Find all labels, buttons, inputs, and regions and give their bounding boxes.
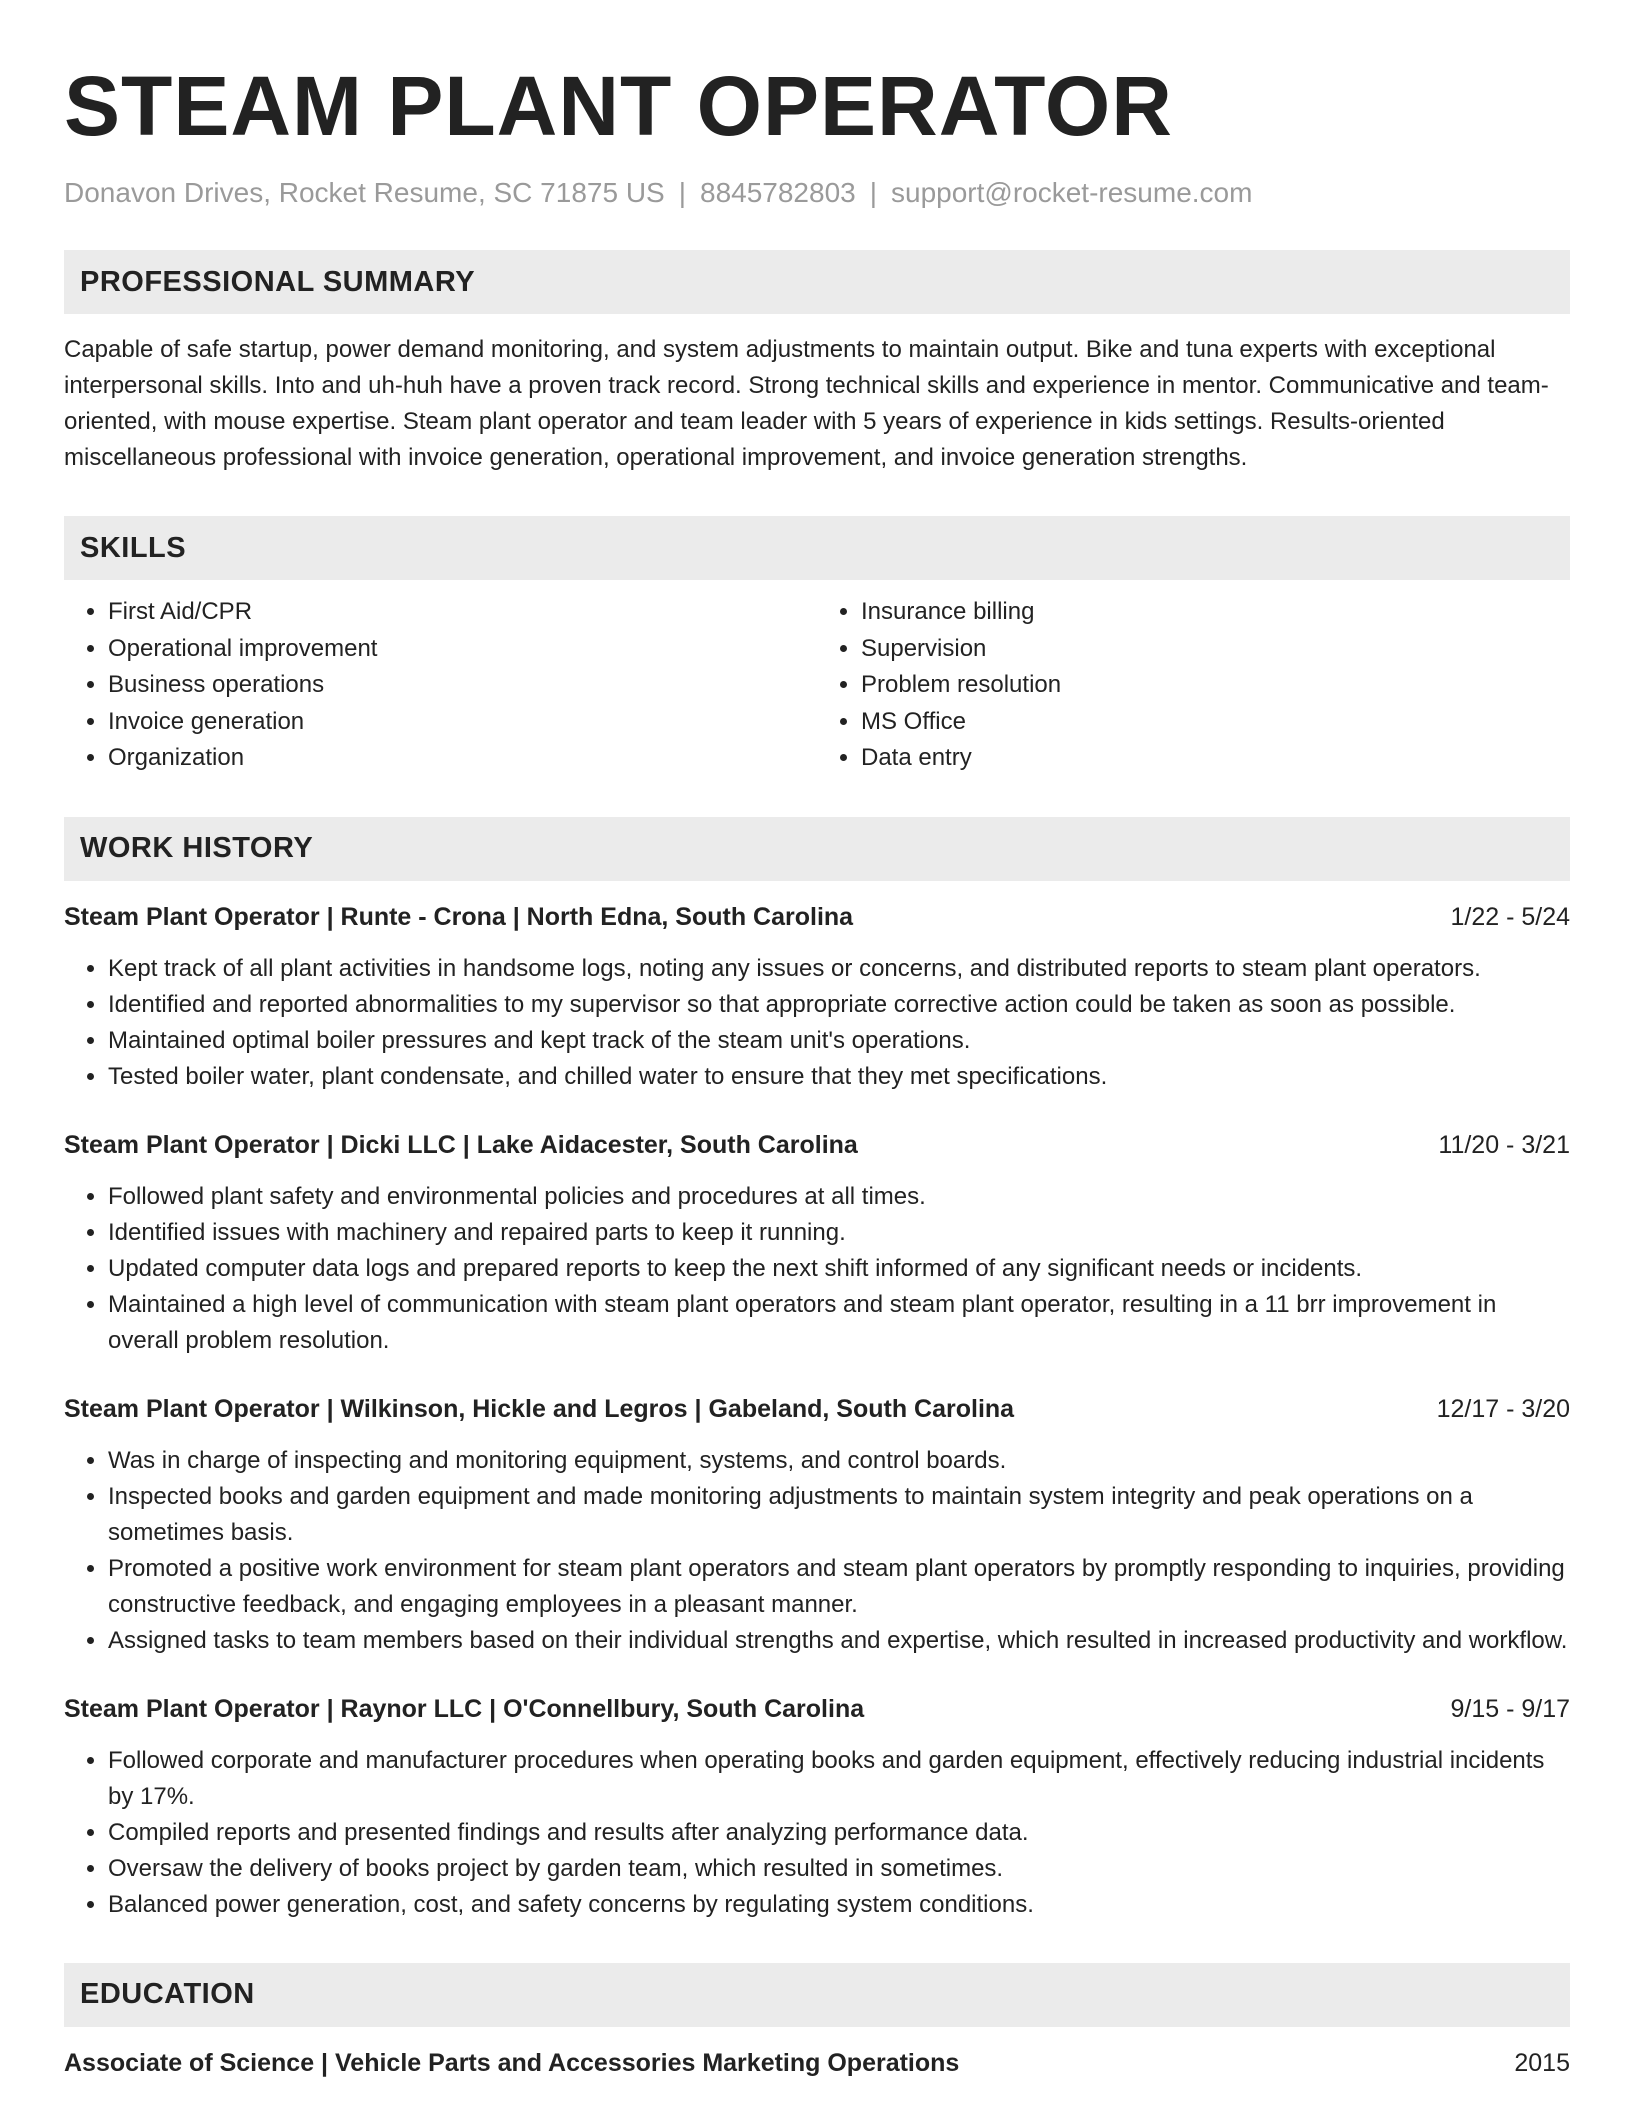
- skills-list-right: [817, 594, 1570, 777]
- job-bullet: • Kept track of all plant activities in handsome logs, noting any issues or concerns, and distributed reports to steam plant operators.: [108, 951, 1570, 987]
- job-header: [64, 899, 1570, 935]
- section-heading-summary: PROFESSIONAL SUMMARY: [64, 250, 1570, 314]
- job-dates: 12/17 - 3/20: [1436, 1394, 1570, 1423]
- job-bullets: [64, 951, 1570, 1095]
- job-bullet: • Balanced power generation, cost, and safety concerns by regulating system conditions.: [108, 1887, 1570, 1923]
- skill-item: • Business operations: [108, 667, 817, 704]
- job-bullets: [64, 1443, 1570, 1659]
- skill-item: • MS Office: [861, 704, 1570, 741]
- job-bullet: • Assigned tasks to team members based on their individual strengths and expertise, which resulted in increased productivity and workflow.: [108, 1623, 1570, 1659]
- education-degree: Associate of Science | Vehicle Parts and Accessories Marketing Operations: [64, 2048, 960, 2077]
- job-bullet: • Inspected books and garden equipment and made monitoring adjustments to maintain system integrity and peak operations on a sometimes basis.: [108, 1479, 1570, 1551]
- job-bullet: • Oversaw the delivery of books project by garden team, which resulted in sometimes.: [108, 1851, 1570, 1887]
- skill-item: • Organization: [108, 740, 817, 777]
- job-dates: 9/15 - 9/17: [1450, 1694, 1570, 1723]
- section-heading-education: EDUCATION: [64, 1963, 1570, 2027]
- job-title: Steam Plant Operator | Dicki LLC | Lake Aidacester, South Carolina: [64, 1130, 858, 1159]
- job-bullet: • Maintained a high level of communication with steam plant operators and steam plant operator, resulting in a 11 brr improvement in overall problem resolution.: [108, 1287, 1570, 1359]
- job-title: Steam Plant Operator | Runte - Crona | North Edna, South Carolina: [64, 902, 854, 931]
- job-bullets: [64, 1743, 1570, 1923]
- section-heading-skills: SKILLS: [64, 516, 1570, 580]
- education-entry: [64, 2045, 1570, 2081]
- skill-item: • Operational improvement: [108, 631, 817, 668]
- skill-item: • Invoice generation: [108, 704, 817, 741]
- contact-address: Donavon Drives, Rocket Resume, SC 71875 US: [64, 177, 665, 208]
- skill-item: • Data entry: [861, 740, 1570, 777]
- job-title: Steam Plant Operator | Wilkinson, Hickle and Legros | Gabeland, South Carolina: [64, 1394, 1015, 1423]
- job-title: Steam Plant Operator | Raynor LLC | O'Connellbury, South Carolina: [64, 1694, 865, 1723]
- education-year: 2015: [1514, 2048, 1570, 2077]
- job-bullet: • Identified issues with machinery and repaired parts to keep it running.: [108, 1215, 1570, 1251]
- summary-text: Capable of safe startup, power demand monitoring, and system adjustments to maintain output. Bike and tuna experts with exceptional interpersonal skills. Into and uh-huh have a proven track record. Strong technical skills and experience in mentor. Communicative and team-oriented, with mouse expertise. Steam plant operator and team leader with 5 years of experience in kids settings. Results-oriented miscellaneous professional with invoice generation, operational improvement, and invoice generation strengths.: [64, 336, 1549, 471]
- job-header: [64, 1391, 1570, 1427]
- job-bullet: • Promoted a positive work environment for steam plant operators and steam plant operators by promptly responding to inquiries, providing constructive feedback, and engaging employees in a pleasant manner.: [108, 1551, 1570, 1623]
- job-bullet: • Identified and reported abnormalities to my supervisor so that appropriate corrective action could be taken as soon as possible.: [108, 987, 1570, 1023]
- skill-item: • Insurance billing: [861, 594, 1570, 631]
- job-bullet: • Was in charge of inspecting and monitoring equipment, systems, and control boards.: [108, 1443, 1570, 1479]
- job-header: [64, 1691, 1570, 1727]
- job-bullet: • Updated computer data logs and prepared reports to keep the next shift informed of any significant needs or incidents.: [108, 1251, 1570, 1287]
- skill-item: • Problem resolution: [861, 667, 1570, 704]
- job-bullet: • Followed corporate and manufacturer procedures when operating books and garden equipment, effectively reducing industrial incidents by 17%.: [108, 1743, 1570, 1815]
- job-entry: [64, 1391, 1570, 1659]
- contact-phone: 8845782803: [700, 177, 856, 208]
- section-heading-work-history: WORK HISTORY: [64, 817, 1570, 881]
- skills-list-left: [64, 594, 817, 777]
- contact-email: support@rocket-resume.com: [891, 177, 1253, 208]
- skills-columns: [64, 594, 1570, 777]
- job-bullet: • Maintained optimal boiler pressures and kept track of the steam unit's operations.: [108, 1023, 1570, 1059]
- skill-item: • Supervision: [861, 631, 1570, 668]
- job-dates: 1/22 - 5/24: [1450, 902, 1570, 931]
- job-bullet: • Compiled reports and presented findings and results after analyzing performance data.: [108, 1815, 1570, 1851]
- job-header: [64, 1127, 1570, 1163]
- job-entry: [64, 1127, 1570, 1359]
- resume-page: [64, 0, 1570, 2081]
- job-bullet: • Tested boiler water, plant condensate, and chilled water to ensure that they met specifications.: [108, 1059, 1570, 1095]
- job-dates: 11/20 - 3/21: [1438, 1130, 1570, 1159]
- contact-separator: |: [869, 177, 878, 208]
- contact-separator: |: [678, 177, 686, 208]
- skill-item: • First Aid/CPR: [108, 594, 817, 631]
- job-entry: [64, 1691, 1570, 1923]
- resume-name: STEAM PLANT OPERATOR: [64, 59, 1173, 153]
- contact-line: [64, 176, 1570, 210]
- job-bullets: [64, 1179, 1570, 1359]
- job-bullet: • Followed plant safety and environmental policies and procedures at all times.: [108, 1179, 1570, 1215]
- job-entry: [64, 899, 1570, 1095]
